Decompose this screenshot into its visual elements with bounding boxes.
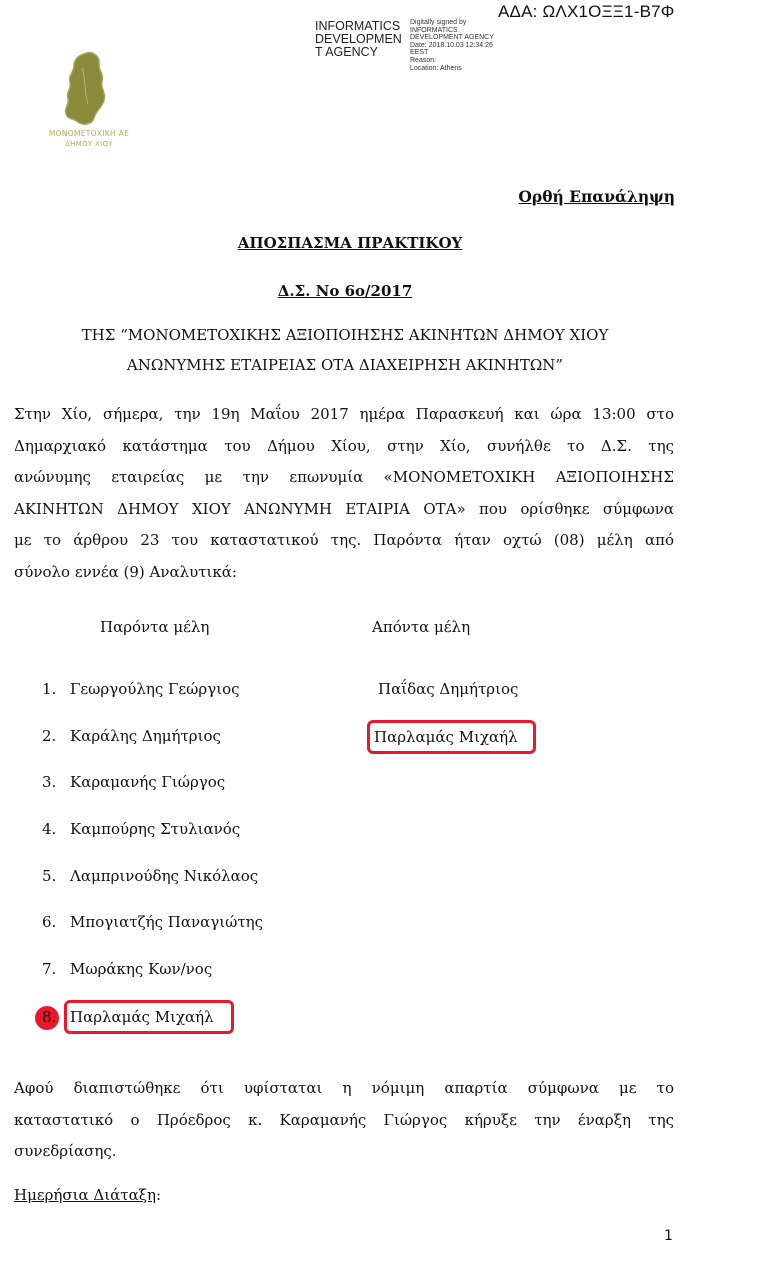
paragraph-line: συνεδρίασης. (14, 1142, 117, 1160)
highlight-box (367, 720, 536, 754)
paragraph-line: με το άρθρου 23 του καταστατικού της. Παρόντα ήταν οχτώ (08) μέλη από (14, 531, 674, 549)
member-name: Παρλαμάς Μιχαήλ (70, 1008, 214, 1026)
paragraph-line: Στην Χίο, σήμερα, την 19η Μαΐου 2017 ημέρα Παρασκευή και ώρα 13:00 στο (14, 405, 674, 423)
ada-code: ΑΔΑ: ΩΛΧ1ΟΞΞ1-Β7Φ (498, 2, 675, 21)
signature-detail-line: INFORMATICS (410, 26, 458, 34)
member-name: Μωράκης Κων/νος (70, 960, 213, 978)
member-number: 4. (42, 820, 57, 838)
agenda-heading (14, 1186, 161, 1204)
member-number: 2. (42, 727, 57, 745)
company-name-line-2: ΑΝΩΝΥΜΗΣ ΕΤΑΙΡΕΙΑΣ ΟΤΑ ΔΙΑΧΕΙΡΗΣΗ ΑΚΙΝΗΤΩΝ” (126, 356, 564, 374)
digital-signer-name (315, 20, 407, 59)
highlight-box (64, 1000, 234, 1034)
agenda-label: Ημερήσια Διάταξη (14, 1186, 156, 1204)
absent-member-item: Παΐδας Δημήτριος (378, 680, 519, 698)
present-member-item (42, 773, 225, 791)
paragraph-line: Αφού διαπιστώθηκε ότι υφίσταται η νόμιμη απαρτία σύμφωνα με το (14, 1079, 674, 1097)
member-number: 1. (42, 680, 57, 698)
present-member-item (42, 820, 240, 838)
signature-detail-line: Location: Athens (410, 64, 462, 72)
member-number: 3. (42, 773, 57, 791)
present-member-item (42, 727, 221, 745)
digital-signature-details (410, 19, 520, 72)
present-member-item (42, 867, 258, 885)
member-name: Καράλης Δημήτριος (70, 727, 221, 745)
minute-number: Δ.Σ. Νο 6ο/2017 (277, 282, 413, 300)
agenda-colon: : (155, 1186, 162, 1204)
present-member-item (42, 680, 240, 698)
company-name-line-1: ΤΗΣ “ΜΟΝΟΜΕΤΟΧΙΚΗΣ ΑΞΙΟΠΟΙΗΣΗΣ ΑΚΙΝΗΤΩΝ ΔΗΜΟΥ ΧΙΟΥ (81, 326, 609, 344)
absent-member-item-highlighted: Παρλαμάς Μιχαήλ (374, 728, 518, 746)
present-member-item (42, 960, 212, 978)
intro-paragraph (14, 399, 674, 588)
member-name: Λαμπρινούδης Νικόλαος (70, 867, 259, 885)
member-name: Γεωργούλης Γεώργιος (70, 680, 240, 698)
member-number: 8. (42, 1008, 57, 1026)
member-number: 5. (42, 867, 57, 885)
member-name: Μπογιατζής Παναγιώτης (70, 913, 264, 931)
member-number: 6. (42, 913, 57, 931)
signature-detail-line: EEST (410, 49, 429, 57)
member-name: Καραμανής Γιώργος (70, 773, 226, 791)
signer-line: T AGENCY (315, 45, 378, 59)
page-number: 1 (664, 1228, 673, 1244)
paragraph-line: ΑΚΙΝΗΤΩΝ ΔΗΜΟΥ ΧΙΟΥ ΑΝΩΝΥΜΗ ΕΤΑΙΡΙΑ ΟΤΑ» που ορίσθηκε σύμφωνα (14, 499, 674, 518)
signer-line: INFORMATICS (315, 19, 401, 33)
signature-detail-line: DEVELOPMENT AGENCY (410, 34, 494, 42)
signer-line: DEVELOPMEN (315, 32, 402, 46)
signature-detail-line: Date: 2018.10.03 12:34:26 (410, 41, 493, 49)
signature-detail-line: Reason: (410, 56, 437, 64)
quorum-paragraph (14, 1073, 674, 1168)
paragraph-line: σύνολο εννέα (9) Αναλυτικά: (14, 562, 237, 581)
member-name: Καμπούρης Στυλιανός (70, 820, 241, 838)
paragraph-line: καταστατικό ο Πρόεδρος κ. Καραμανής Γιώργος κήρυξε την έναρξη της (14, 1110, 674, 1129)
logo-subtext: ΔΗΜΟΥ ΧΙΟΥ (65, 140, 113, 148)
correction-label: Ορθή Επανάληψη (518, 187, 675, 206)
paragraph-line: Δημαρχιακό κατάστημα του Δήμου Χίου, στην Χίο, συνήλθε το Δ.Σ. της (14, 436, 674, 455)
signature-detail-line: Digitally signed by (410, 19, 467, 26)
present-members-header: Παρόντα μέλη (100, 618, 210, 636)
member-number: 7. (42, 960, 57, 978)
logo-text: ΜΟΝΟΜΕΤΟΧΙΚΗ ΑΕ (48, 129, 130, 138)
absent-members-header: Απόντα μέλη (372, 618, 471, 636)
document-title: ΑΠΟΣΠΑΣΜΑ ΠΡΑΚΤΙΚΟΥ (237, 234, 463, 252)
paragraph-line: ανώνυμης εταιρείας με την επωνυμία «ΜΟΝΟΜΕΤΟΧΙΚΗ ΑΞΙΟΠΟΙΗΣΗΣ (14, 468, 674, 486)
present-member-item (42, 913, 263, 931)
